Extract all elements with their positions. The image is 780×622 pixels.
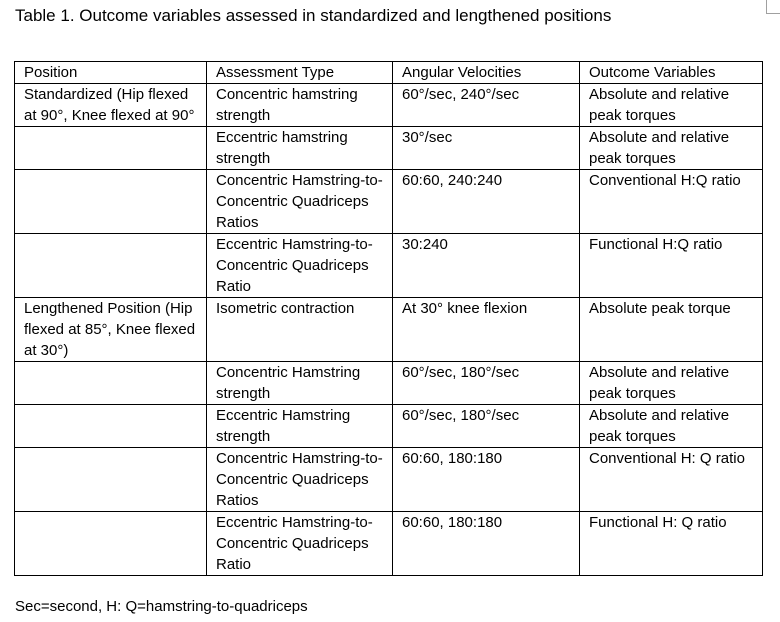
cell-assessment-type: Concentric Hamstring-to-Concentric Quadriceps Ratios [207,448,393,512]
cell-outcome-variables: Conventional H: Q ratio [580,448,763,512]
cell-outcome-variables: Absolute peak torque [580,298,763,362]
table-row [15,512,763,576]
table-row [15,298,763,362]
table-title: Table 1. Outcome variables assessed in standardized and lengthened positions [15,6,612,25]
cell-angular-velocities: 60:60, 180:180 [393,448,580,512]
header-assessment-type: Assessment Type [207,62,393,84]
cell-angular-velocities: 60°/sec, 240°/sec [393,84,580,127]
table-row [15,127,763,170]
cell-angular-velocities: 60°/sec, 180°/sec [393,405,580,448]
cell-outcome-variables: Absolute and relative peak torques [580,127,763,170]
header-outcome-variables: Outcome Variables [580,62,763,84]
cell-assessment-type: Concentric hamstring strength [207,84,393,127]
cell-outcome-variables: Functional H:Q ratio [580,234,763,298]
cell-assessment-type: Concentric Hamstring strength [207,362,393,405]
cell-assessment-type: Eccentric Hamstring-to-Concentric Quadriceps Ratio [207,512,393,576]
cell-position: Standardized (Hip flexed at 90°, Knee flexed at 90° [15,84,207,127]
table-row [15,84,763,127]
outcomes-table [14,61,763,576]
cell-angular-velocities: 60:60, 240:240 [393,170,580,234]
header-angular-velocities: Angular Velocities [393,62,580,84]
cell-position [15,448,207,512]
cell-outcome-variables: Absolute and relative peak torques [580,84,763,127]
cell-assessment-type: Eccentric Hamstring-to-Concentric Quadriceps Ratio [207,234,393,298]
cell-position [15,127,207,170]
table-row [15,170,763,234]
table-row [15,448,763,512]
cell-position: Lengthened Position (Hip flexed at 85°, Knee flexed at 30°) [15,298,207,362]
cell-angular-velocities: 30:240 [393,234,580,298]
header-position: Position [15,62,207,84]
cell-position [15,234,207,298]
table-row [15,234,763,298]
cell-outcome-variables: Functional H: Q ratio [580,512,763,576]
table-row [15,362,763,405]
cell-assessment-type: Concentric Hamstring-to-Concentric Quadriceps Ratios [207,170,393,234]
cell-position [15,170,207,234]
cell-angular-velocities: 60°/sec, 180°/sec [393,362,580,405]
cell-position [15,512,207,576]
cell-outcome-variables: Conventional H:Q ratio [580,170,763,234]
table-header-row [15,62,763,84]
cell-assessment-type: Eccentric Hamstring strength [207,405,393,448]
cell-angular-velocities: At 30° knee flexion [393,298,580,362]
cell-assessment-type: Eccentric hamstring strength [207,127,393,170]
cell-position [15,405,207,448]
cell-angular-velocities: 60:60, 180:180 [393,512,580,576]
table-row [15,405,763,448]
cell-angular-velocities: 30°/sec [393,127,580,170]
cell-position [15,362,207,405]
cell-outcome-variables: Absolute and relative peak torques [580,362,763,405]
cell-outcome-variables: Absolute and relative peak torques [580,405,763,448]
page-corner-mark [766,0,780,14]
cell-assessment-type: Isometric contraction [207,298,393,362]
table-footnote: Sec=second, H: Q=hamstring-to-quadriceps [15,598,308,615]
